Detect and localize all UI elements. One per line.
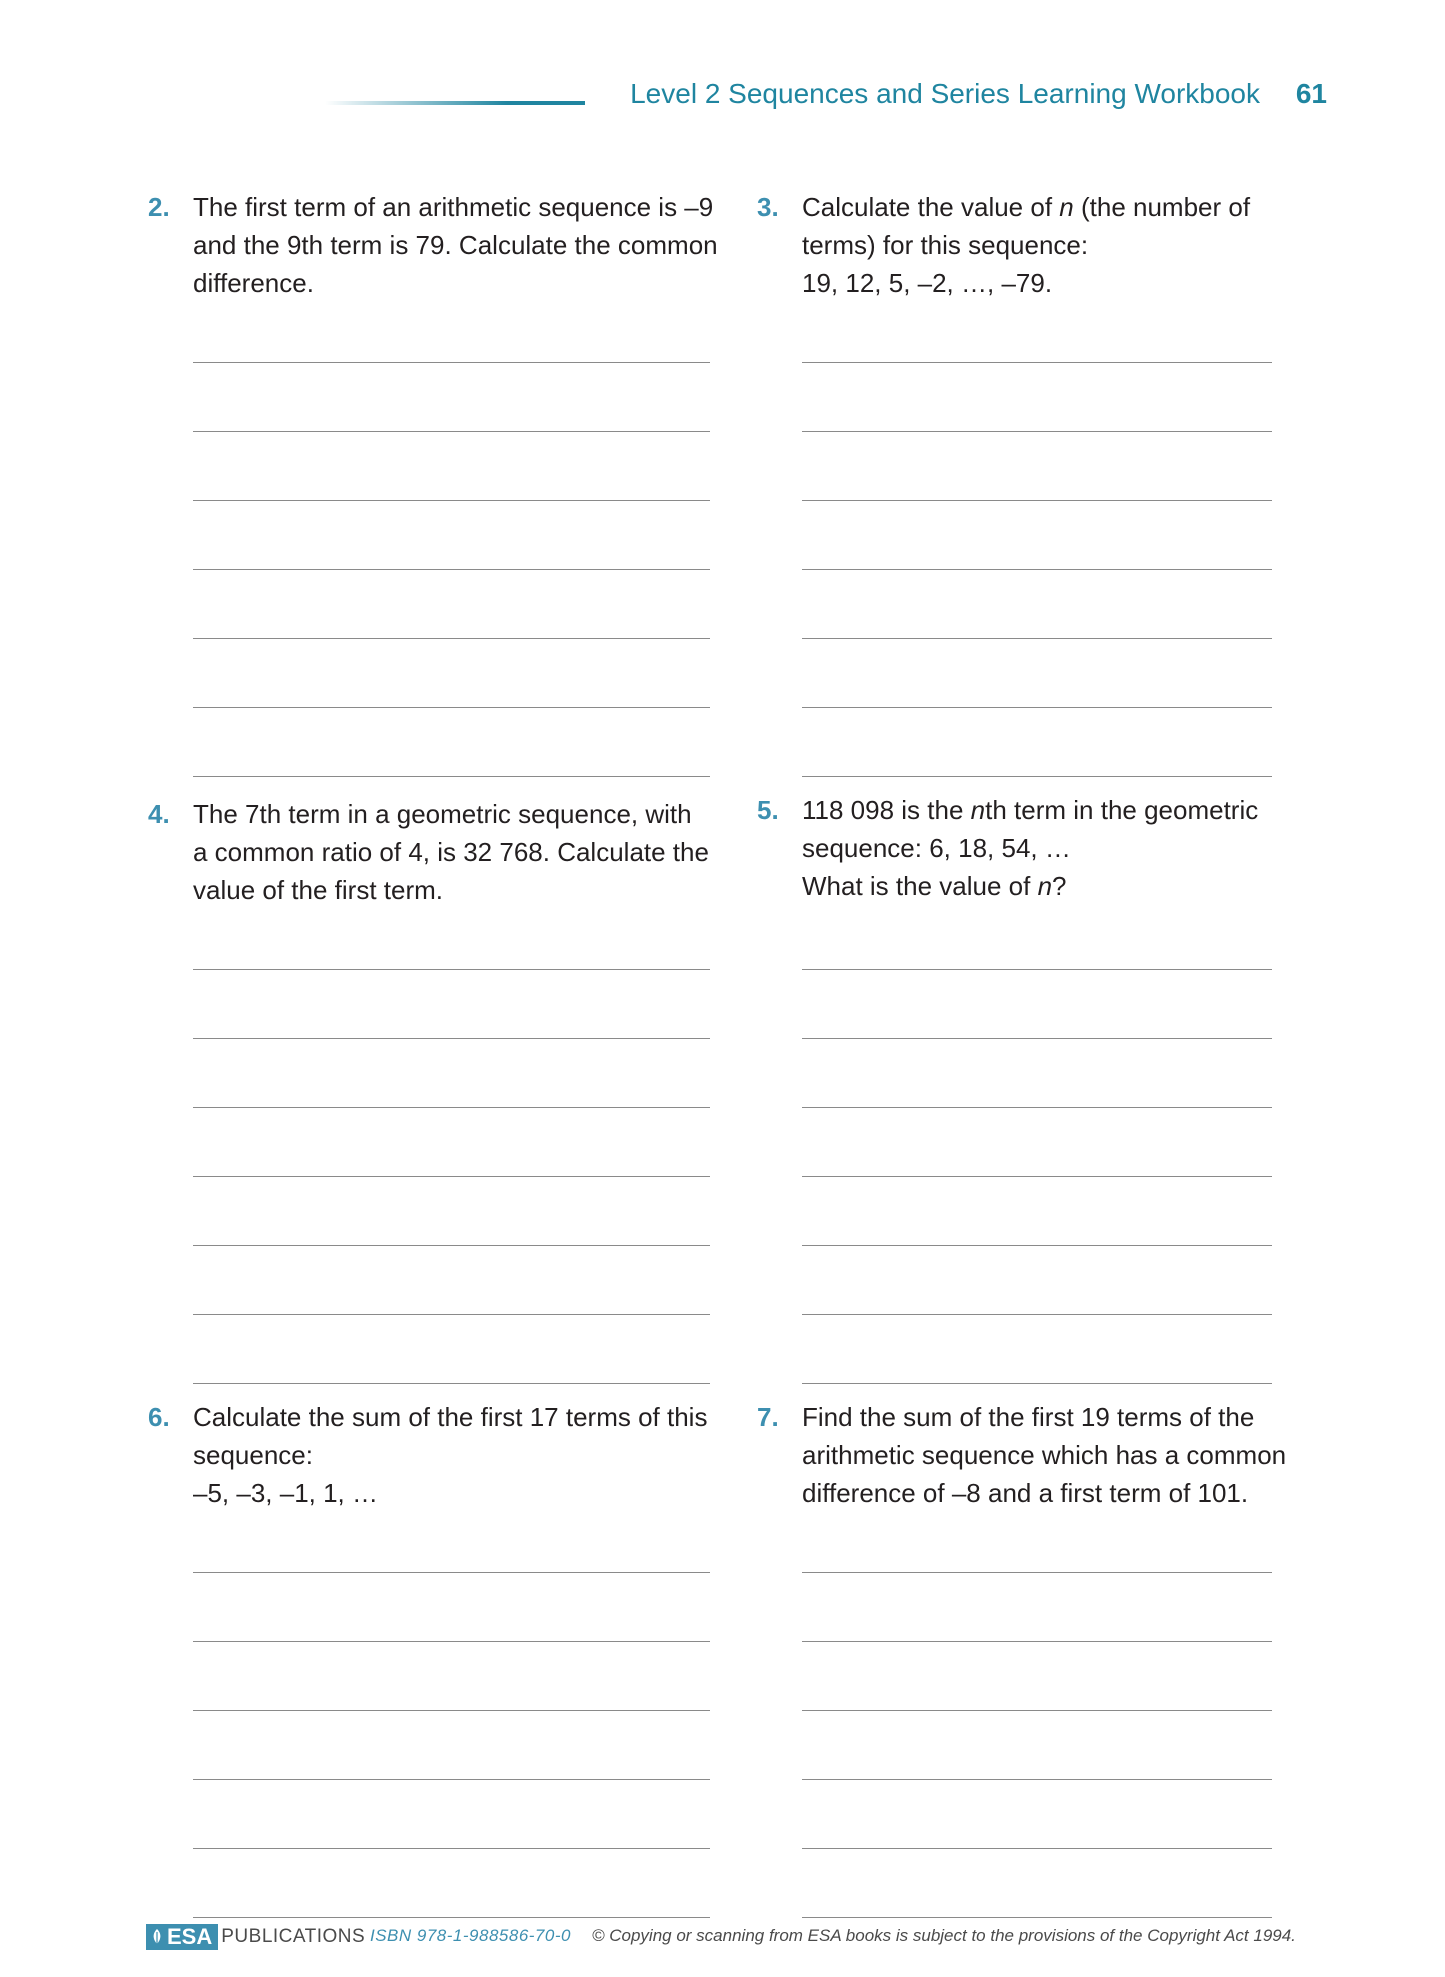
- esa-logo: [146, 1924, 365, 1950]
- question-line: arithmetic sequence which has a common: [802, 1440, 1287, 1470]
- answer-line[interactable]: [802, 500, 1272, 501]
- answer-line[interactable]: [802, 569, 1272, 570]
- question-text: [193, 188, 718, 302]
- question-number: 6.: [148, 1402, 170, 1432]
- question-text: [193, 795, 709, 909]
- question-number: 3.: [757, 192, 779, 222]
- running-header: [0, 74, 1445, 114]
- answer-line[interactable]: [193, 1383, 710, 1384]
- question-line: –5, –3, –1, 1, …: [193, 1478, 379, 1508]
- question-text: [193, 1398, 707, 1512]
- question-line: terms) for this sequence:: [802, 230, 1089, 260]
- question-number: 5.: [757, 795, 779, 825]
- answer-line[interactable]: [193, 1107, 710, 1108]
- book-title: Level 2 Sequences and Series Learning Workbook: [630, 78, 1260, 109]
- answer-line[interactable]: [802, 1383, 1272, 1384]
- answer-line[interactable]: [193, 1641, 710, 1642]
- answer-line[interactable]: [193, 1245, 710, 1246]
- question-line: Calculate the value of n (the number of: [802, 192, 1251, 222]
- answer-line[interactable]: [193, 500, 710, 501]
- answer-line[interactable]: [802, 1176, 1272, 1177]
- question-line: value of the first term.: [193, 875, 443, 905]
- answer-line[interactable]: [802, 707, 1272, 708]
- answer-line[interactable]: [193, 1038, 710, 1039]
- answer-line[interactable]: [802, 1848, 1272, 1849]
- copyright-notice: © Copying or scanning from ESA books is subject to the provisions of the Copyright Act 1994.: [592, 1926, 1296, 1945]
- question-line: The first term of an arithmetic sequence is –9: [193, 192, 714, 222]
- answer-line[interactable]: [802, 1038, 1272, 1039]
- answer-line[interactable]: [193, 569, 710, 570]
- header-rule: [325, 101, 585, 105]
- answer-line[interactable]: [802, 1917, 1272, 1918]
- question-line: The 7th term in a geometric sequence, with: [193, 799, 692, 829]
- question-line: 118 098 is the nth term in the geometric: [802, 795, 1259, 825]
- page-footer: [146, 1924, 1296, 1954]
- publisher-name: PUBLICATIONS: [221, 1926, 366, 1947]
- variable-n: n: [970, 795, 986, 825]
- answer-line[interactable]: [802, 362, 1272, 363]
- question-line: and the 9th term is 79. Calculate the common: [193, 230, 718, 260]
- question-line: Find the sum of the first 19 terms of the: [802, 1402, 1255, 1432]
- question-line: sequence: 6, 18, 54, …: [802, 833, 1071, 863]
- question-number: 2.: [148, 192, 170, 222]
- answer-line[interactable]: [193, 362, 710, 363]
- question-line: Calculate the sum of the first 17 terms of this: [193, 1402, 708, 1432]
- answer-line[interactable]: [193, 431, 710, 432]
- answer-line[interactable]: [193, 1176, 710, 1177]
- answer-line[interactable]: [193, 1314, 710, 1315]
- leaf-icon: [150, 1928, 164, 1946]
- answer-line[interactable]: [193, 1779, 710, 1780]
- answer-line[interactable]: [193, 776, 710, 777]
- question-text: [802, 791, 1258, 905]
- answer-line[interactable]: [193, 1917, 710, 1918]
- answer-line[interactable]: [802, 1314, 1272, 1315]
- answer-line[interactable]: [802, 1245, 1272, 1246]
- variable-n: n: [1037, 871, 1053, 901]
- answer-line[interactable]: [193, 1572, 710, 1573]
- answer-line[interactable]: [802, 1107, 1272, 1108]
- answer-line[interactable]: [802, 1641, 1272, 1642]
- answer-line[interactable]: [193, 1848, 710, 1849]
- answer-line[interactable]: [802, 969, 1272, 970]
- question-line: sequence:: [193, 1440, 313, 1470]
- page-number: 61: [1295, 78, 1327, 109]
- question-line: difference of –8 and a first term of 101.: [802, 1478, 1249, 1508]
- answer-line[interactable]: [193, 638, 710, 639]
- question-line: 19, 12, 5, –2, …, –79.: [802, 268, 1053, 298]
- isbn: ISBN 978-1-988586-70-0: [370, 1926, 571, 1945]
- question-text: [802, 1398, 1286, 1512]
- answer-line[interactable]: [802, 638, 1272, 639]
- question-line: What is the value of n?: [802, 871, 1067, 901]
- question-line: a common ratio of 4, is 32 768. Calculate the: [193, 837, 709, 867]
- answer-line[interactable]: [802, 431, 1272, 432]
- esa-logo-badge: [146, 1924, 218, 1950]
- question-text: [802, 188, 1250, 302]
- answer-line[interactable]: [802, 1779, 1272, 1780]
- question-number: 7.: [757, 1402, 779, 1432]
- question-number: 4.: [148, 799, 170, 829]
- variable-n: n: [1059, 192, 1074, 222]
- answer-line[interactable]: [193, 707, 710, 708]
- answer-line[interactable]: [802, 1572, 1272, 1573]
- answer-line[interactable]: [193, 1710, 710, 1711]
- question-line: difference.: [193, 268, 314, 298]
- answer-line[interactable]: [802, 1710, 1272, 1711]
- answer-line[interactable]: [193, 969, 710, 970]
- logo-text: ESA: [167, 1924, 213, 1949]
- answer-line[interactable]: [802, 776, 1272, 777]
